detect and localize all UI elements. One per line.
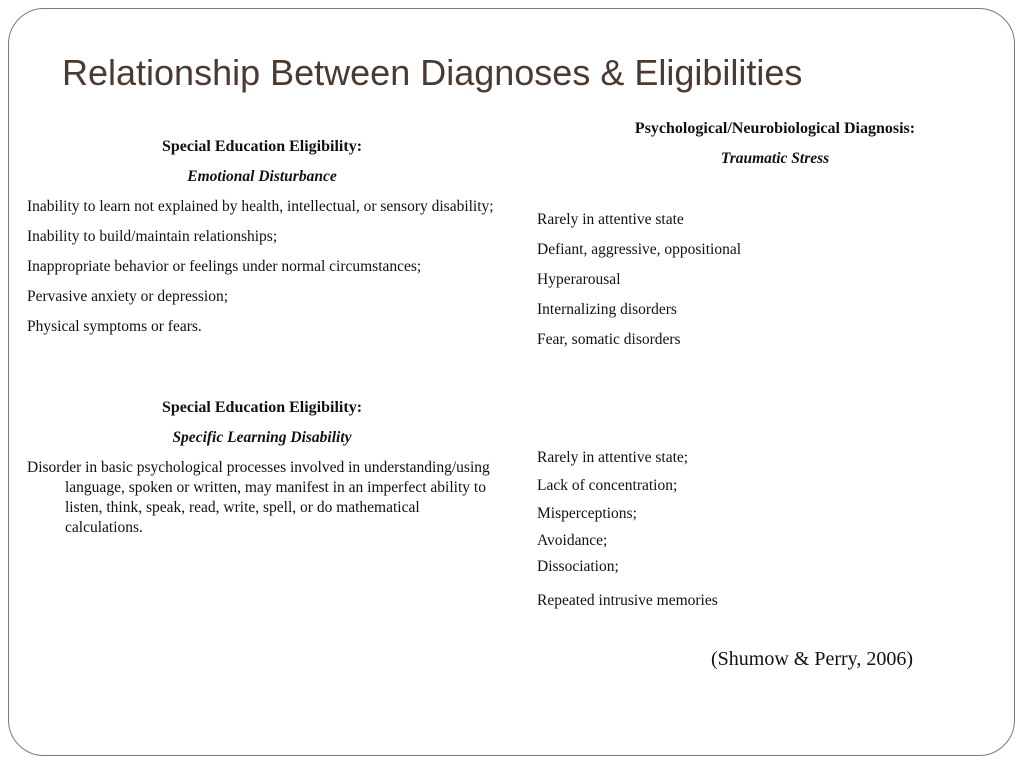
diagnosis-subheading: Traumatic Stress: [720, 150, 830, 167]
citation: (Shumow & Perry, 2006): [711, 648, 914, 670]
ed-criterion: Physical symptoms or fears.: [27, 318, 202, 335]
ed-heading: Special Education Eligibility:: [161, 138, 363, 155]
ed-eligibility-section: [27, 137, 497, 347]
ed-criterion: Pervasive anxiety or depression;: [27, 288, 229, 305]
sld-subheading: Specific Learning Disability: [172, 429, 352, 446]
symptom-item: Internalizing disorders: [537, 301, 677, 318]
symptom-item: Fear, somatic disorders: [537, 331, 681, 348]
trauma-symptoms-group-1: [537, 210, 741, 360]
sld-criterion: Disorder in basic psychological processes involved in understanding/using language, spoken or written, may manifest in an imperfect ability to listen, think, speak, read, write, spell, or do mathematical calculations.: [27, 459, 490, 536]
symptom-item: Hyperarousal: [537, 271, 621, 288]
symptom-item: Lack of concentration;: [537, 477, 678, 494]
diagnosis-heading-block: [575, 119, 975, 179]
symptom-item: Repeated intrusive memories: [537, 592, 718, 609]
ed-subheading: Emotional Disturbance: [187, 168, 337, 185]
symptom-item: Rarely in attentive state: [537, 211, 684, 228]
ed-criterion: Inability to build/maintain relationships;: [27, 228, 278, 245]
symptom-item: Dissociation;: [537, 558, 619, 575]
ed-criterion: Inability to learn not explained by health, intellectual, or sensory disability;: [27, 198, 494, 215]
sld-heading: Special Education Eligibility:: [161, 399, 363, 416]
slide-title: Relationship Between Diagnoses & Eligibilities: [62, 52, 803, 93]
symptom-item: Misperceptions;: [537, 505, 637, 522]
symptom-item: Defiant, aggressive, oppositional: [537, 241, 742, 258]
trauma-symptoms-group-2: [537, 448, 718, 621]
symptom-item: Avoidance;: [537, 532, 608, 549]
diagnosis-heading: Psychological/Neurobiological Diagnosis:: [634, 120, 916, 137]
sld-eligibility-section: [27, 398, 497, 548]
ed-criterion: Inappropriate behavior or feelings under normal circumstances;: [27, 258, 422, 275]
symptom-item: Rarely in attentive state;: [537, 449, 689, 466]
